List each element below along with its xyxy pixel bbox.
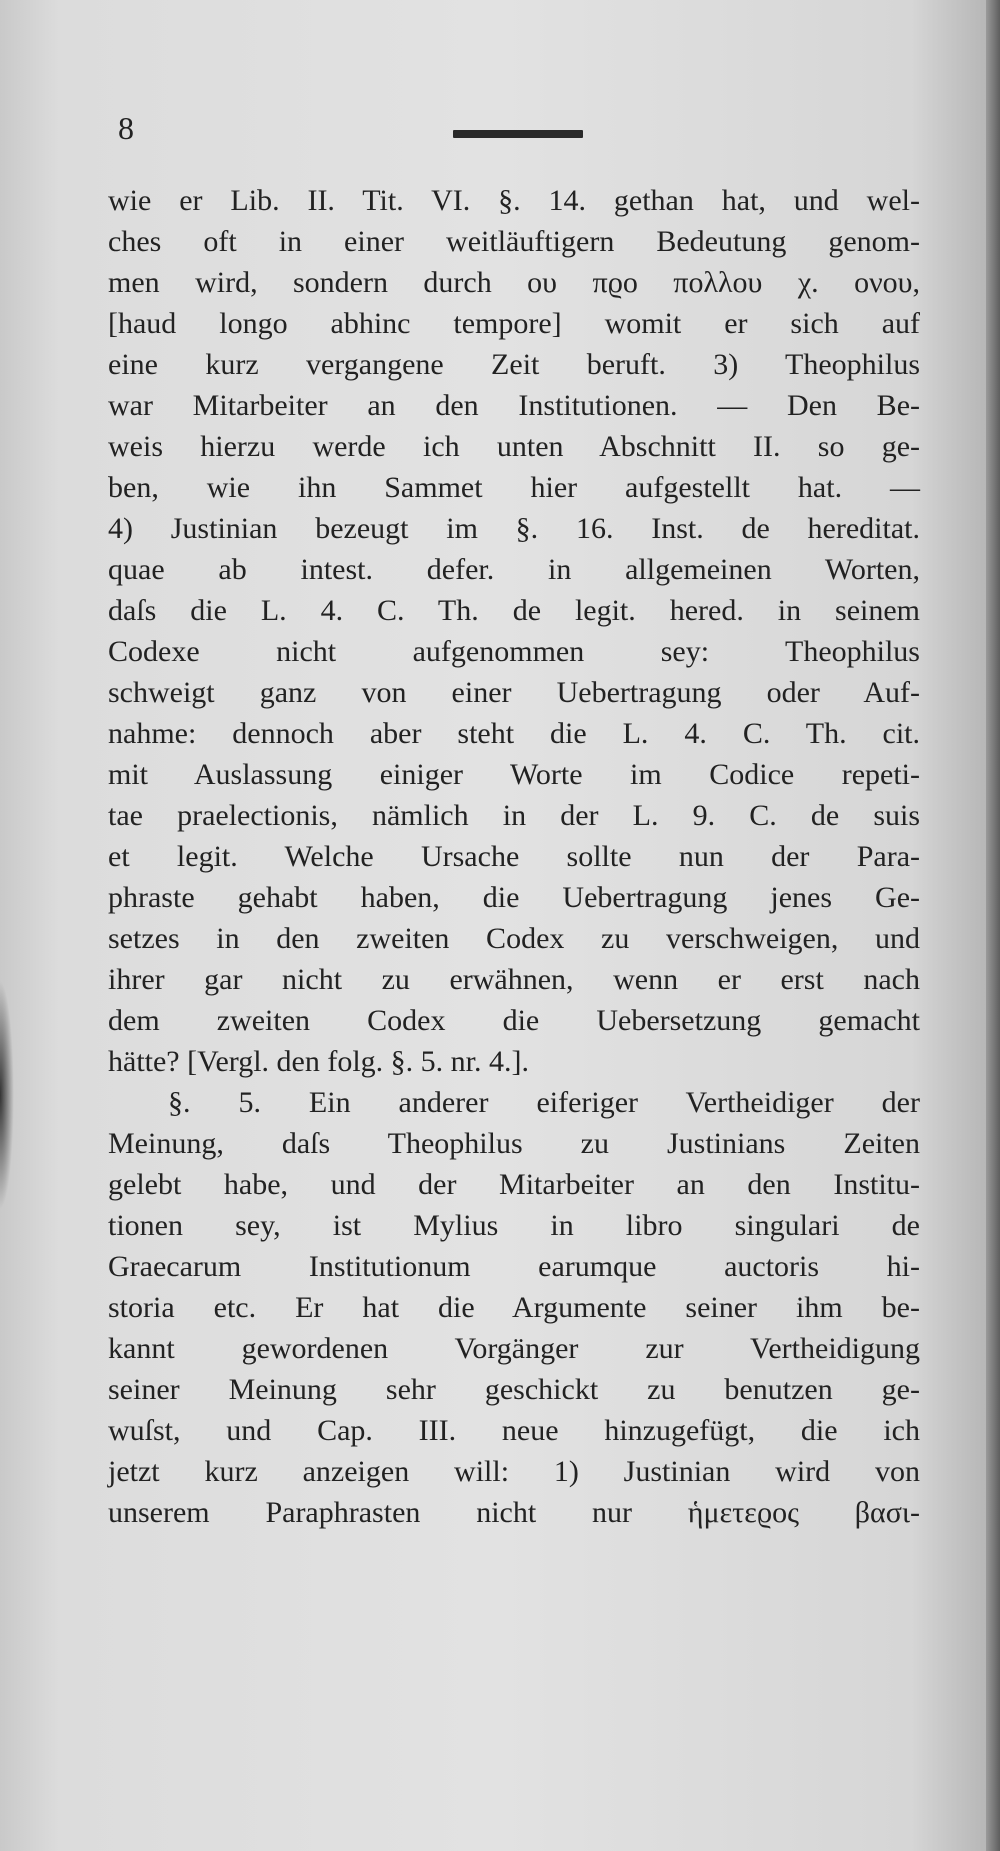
text-line: schweigt ganz von einer Uebertragung oder Auf- [108, 676, 920, 709]
text-line: jetzt kurz anzeigen will: 1) Justinian wird von [108, 1455, 920, 1488]
text-line: wuſst, und Cap. III. neue hinzugefügt, die ich [108, 1414, 920, 1447]
text-line: Codexe nicht aufgenommen sey: Theophilus [108, 635, 920, 668]
text-line: ihrer gar nicht zu erwähnen, wenn er erst nach [108, 963, 920, 996]
page-header [118, 110, 918, 150]
text-line: dem zweiten Codex die Uebersetzung gemacht [108, 1004, 920, 1037]
binding-shadow [0, 980, 14, 1210]
text-line: tionen sey, ist Mylius in libro singulari de [108, 1209, 920, 1242]
text-line: 4) Justinian bezeugt im §. 16. Inst. de hereditat. [108, 512, 920, 545]
text-line: weis hierzu werde ich unten Abschnitt II. so ge- [108, 430, 920, 463]
text-line: tae praelectionis, nämlich in der L. 9. C. de suis [108, 799, 920, 832]
text-line: men wird, sondern durch ου πϱο πολλου χ. ονου, [108, 266, 920, 299]
text-line: unserem Paraphrasten nicht nur ἡμετεϱος βασι- [108, 1496, 920, 1529]
text-line: hätte? [Vergl. den folg. §. 5. nr. 4.]. [108, 1045, 530, 1078]
text-line: quae ab intest. defer. in allgemeinen Worten, [108, 553, 920, 586]
text-line: wie er Lib. II. Tit. VI. §. 14. gethan hat, und wel- [108, 184, 920, 217]
text-line: war Mitarbeiter an den Institutionen. — Den Be- [108, 389, 920, 422]
text-line: storia etc. Er hat die Argumente seiner ihm be- [108, 1291, 920, 1324]
text-line: nahme: dennoch aber steht die L. 4. C. Th. cit. [108, 717, 920, 750]
page-edge-shadow [986, 0, 1000, 1851]
header-rule-ornament [453, 130, 583, 138]
text-line: mit Auslassung einiger Worte im Codice repeti- [108, 758, 920, 791]
text-line: kannt gewordenen Vorgänger zur Vertheidigung [108, 1332, 920, 1365]
text-line: ches oft in einer weitläuftigern Bedeutung genom- [108, 225, 920, 258]
text-line: Meinung, daſs Theophilus zu Justinians Zeiten [108, 1127, 920, 1160]
text-line: daſs die L. 4. C. Th. de legit. hered. in seinem [108, 594, 920, 627]
text-line: eine kurz vergangene Zeit beruft. 3) Theophilus [108, 348, 920, 381]
text-line: Graecarum Institutionum earumque auctoris hi- [108, 1250, 920, 1283]
section-heading-line: §. 5. Ein anderer eiferiger Vertheidiger der [168, 1086, 920, 1119]
text-line: seiner Meinung sehr geschickt zu benutzen ge- [108, 1373, 920, 1406]
text-line: et legit. Welche Ursache sollte nun der Para- [108, 840, 920, 873]
text-line: [haud longo abhinc tempore] womit er sich auf [108, 307, 920, 340]
page-number: 8 [118, 110, 134, 146]
text-line: phraste gehabt haben, die Uebertragung jenes Ge- [108, 881, 920, 914]
text-line: setzes in den zweiten Codex zu verschweigen, und [108, 922, 920, 955]
body-text [108, 180, 920, 1533]
text-line: ben, wie ihn Sammet hier aufgestellt hat. — [108, 471, 920, 504]
text-line: gelebt habe, und der Mitarbeiter an den Institu- [108, 1168, 920, 1201]
